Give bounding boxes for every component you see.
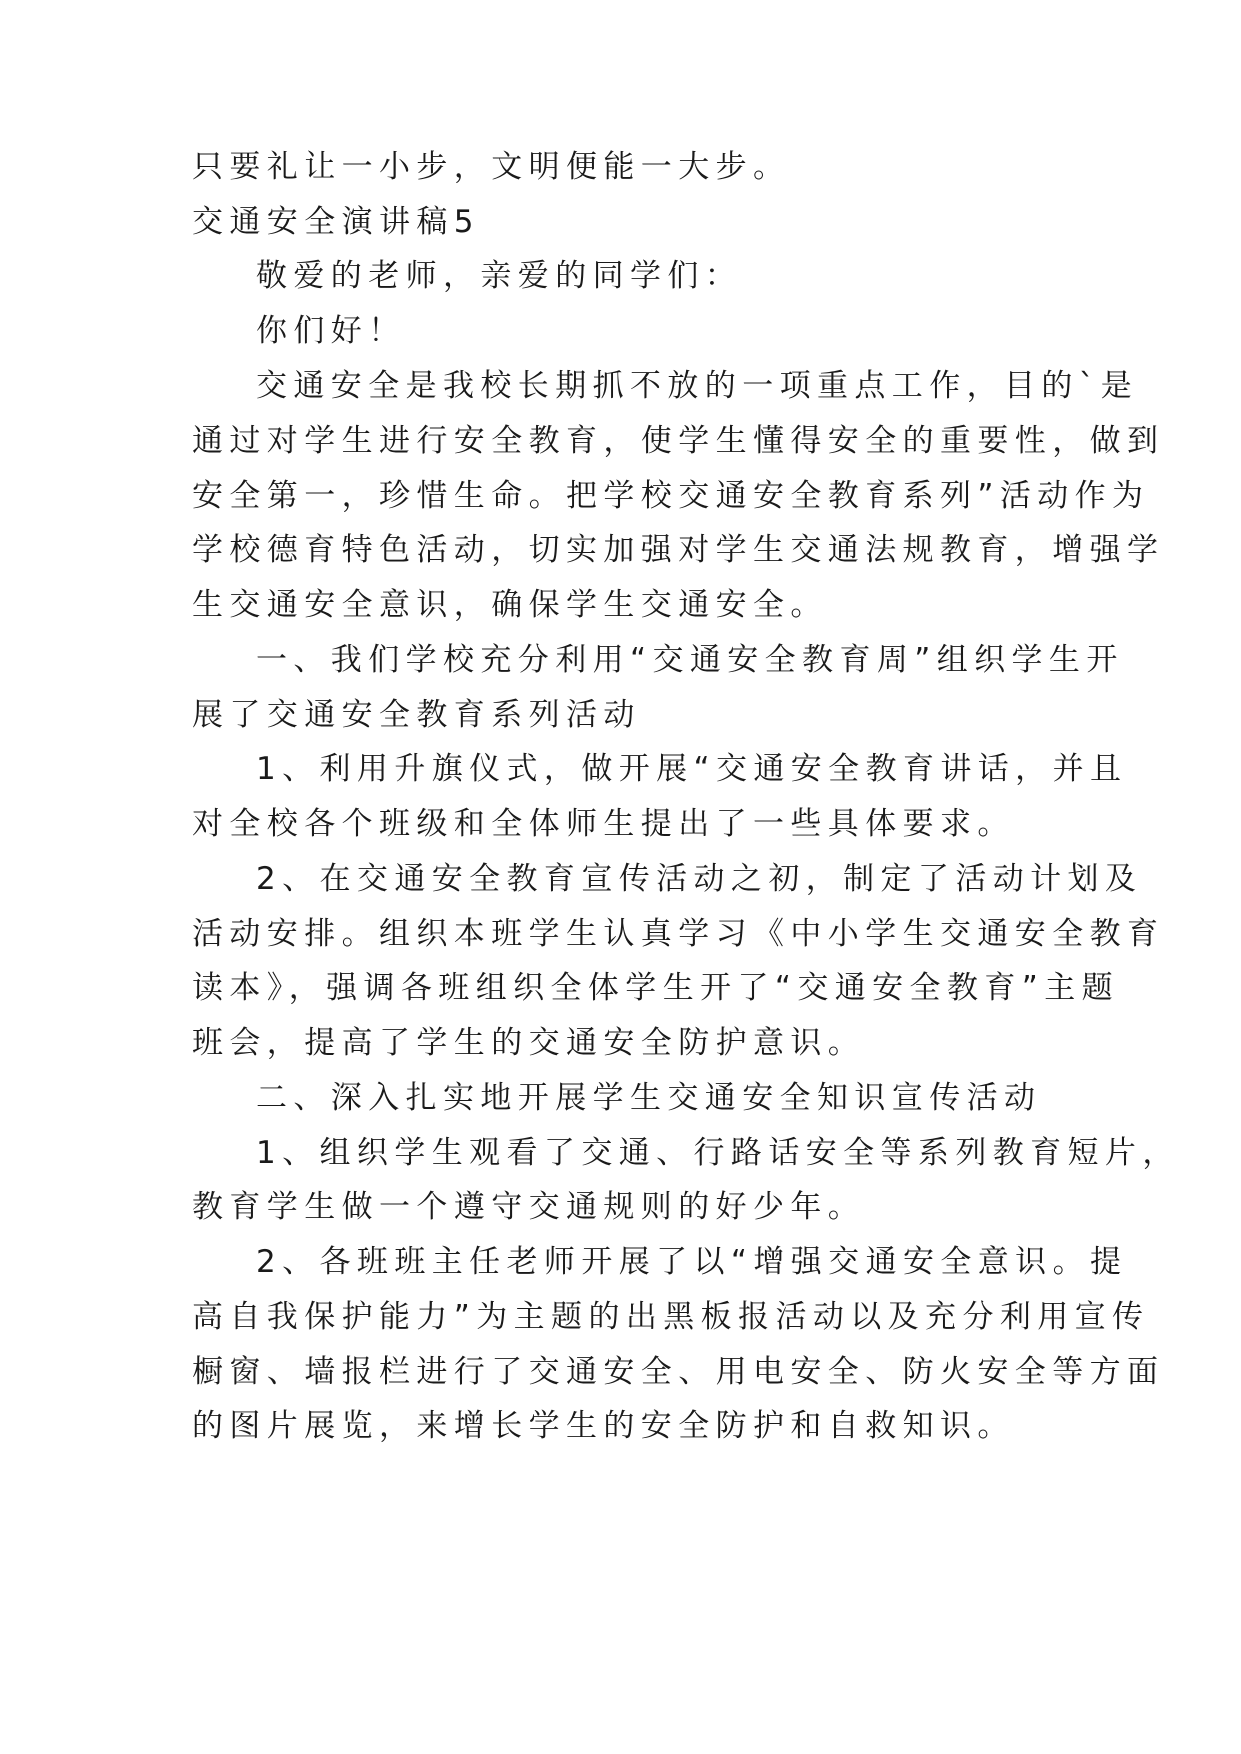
text-line-22: 高自我保护能力”为主题的出黑板报活动以及充分利用宣传 — [192, 1299, 1150, 1335]
text-line-24: 的图片展览，来增长学生的安全防护和自救知识。 — [192, 1408, 1015, 1444]
text-line-21: 2、各班班主任老师开展了以“增强交通安全意识。提 — [256, 1244, 1128, 1280]
text-line-18: 二、深入扎实地开展学生交通安全知识宣传活动 — [256, 1080, 1042, 1116]
text-line-7: 安全第一，珍惜生命。把学校交通安全教育系列”活动作为 — [192, 478, 1150, 514]
text-line-16: 读本》，强调各班组织全体学生开了“交通安全教育”主题 — [192, 970, 1120, 1006]
section-title: 交通安全演讲稿5 — [192, 204, 480, 240]
text-line-10: 一、我们学校充分利用“交通安全教育周”组织学生开 — [256, 642, 1124, 678]
text-line-4: 你们好！ — [256, 313, 406, 349]
text-line-6: 通过对学生进行安全教育，使学生懂得安全的重要性，做到 — [192, 423, 1165, 459]
text-line-3: 敬爱的老师，亲爱的同学们： — [256, 258, 743, 294]
text-line-20: 教育学生做一个遵守交通规则的好少年。 — [192, 1189, 866, 1225]
text-line-5: 交通安全是我校长期抓不放的一项重点工作，目的`是 — [256, 368, 1139, 404]
text-line-19: 1、组织学生观看了交通、行路话安全等系列教育短片， — [256, 1135, 1180, 1171]
text-line-9: 生交通安全意识，确保学生交通安全。 — [192, 587, 828, 623]
text-line-8: 学校德育特色活动，切实加强对学生交通法规教育，增强学 — [192, 532, 1165, 568]
text-line-11: 展了交通安全教育系列活动 — [192, 697, 641, 733]
text-line-23: 橱窗、墙报栏进行了交通安全、用电安全、防火安全等方面 — [192, 1354, 1165, 1390]
text-line-13: 对全校各个班级和全体师生提出了一些具体要求。 — [192, 806, 1015, 842]
text-line-14: 2、在交通安全教育宣传活动之初，制定了活动计划及 — [256, 861, 1143, 897]
text-line-12: 1、利用升旗仪式，做开展“交通安全教育讲话，并且 — [256, 751, 1128, 787]
text-line-15: 活动安排。组织本班学生认真学习《中小学生交通安全教育 — [192, 916, 1165, 952]
text-line-1: 只要礼让一小步，文明便能一大步。 — [192, 149, 791, 185]
text-line-17: 班会，提高了学生的交通安全防护意识。 — [192, 1025, 866, 1061]
